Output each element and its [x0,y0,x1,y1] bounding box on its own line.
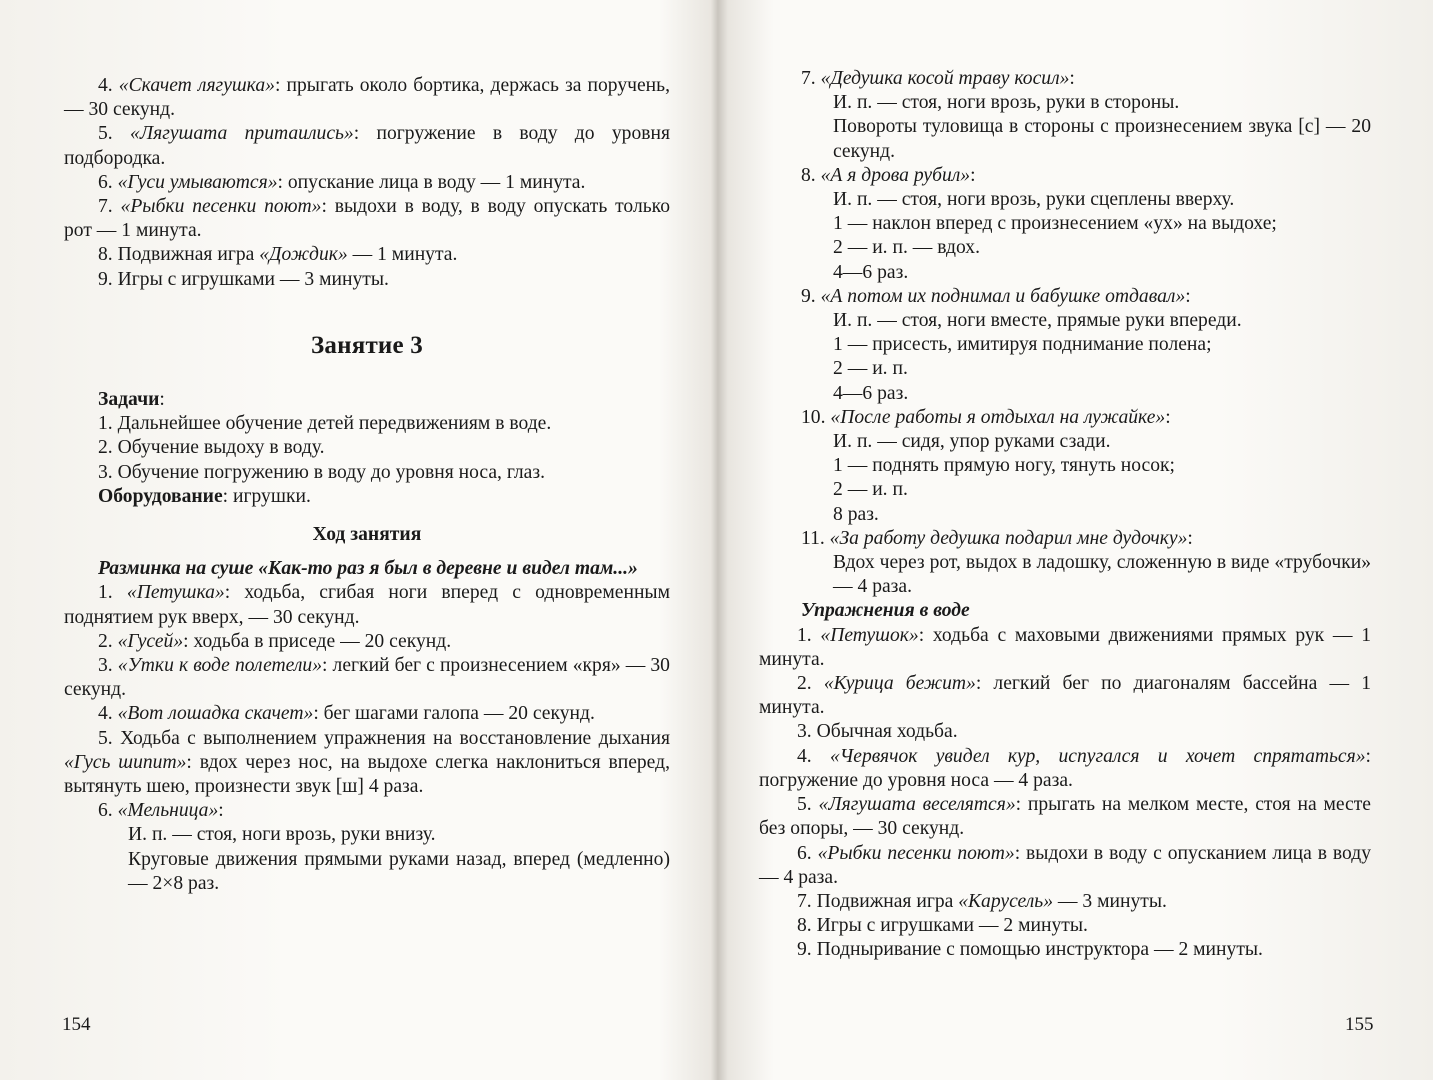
list-subline: 8 раз. [833,503,879,525]
list-subline: 4—6 раз. [833,261,909,283]
list-subline: 2 — и. п. [833,358,908,380]
list-item: 8. «А я дрова рубил»: [801,164,976,186]
tasks-heading: Задачи: [98,389,165,411]
list-item: 5. «Лягушата веселятся»: прыгать на мелком месте, стоя на месте без опоры, — 30 секунд. [759,794,1371,840]
list-subline: Повороты туловища в стороны с произнесением звука [с] — 20 секунд. [833,116,1371,162]
equipment-line: Оборудование: игрушки. [98,485,311,507]
lesson-title: Занятие 3 [311,331,423,359]
list-item: 3. «Утки к воде полетели»: легкий бег с произнесением «кря» — 30 секунд. [64,655,670,701]
list-subline: И. п. — стоя, ноги врозь, руки в стороны. [833,92,1180,114]
list-item: 7. «Рыбки песенки поют»: выдохи в воду, в воду опускать только рот — 1 минута. [64,196,670,242]
list-item: 1. «Петушок»: ходьба с маховыми движениями прямых рук — 1 минута. [759,624,1371,670]
list-subline: Круговые движения прямыми руками назад, вперед (медленно) — 2×8 раз. [128,848,670,894]
task-item: 2. Обучение выдоху в воду. [98,437,325,459]
list-item: 6. «Гуси умываются»: опускание лица в воду — 1 минута. [98,171,586,193]
water-heading: Упражнения в воде [801,600,970,622]
list-item: 9. «А потом их поднимал и бабушке отдавал»: [801,285,1191,307]
list-item: 8. Подвижная игра «Дождик» — 1 минута. [98,244,458,266]
list-item: 1. «Петушка»: ходьба, сгибая ноги вперед с одновременным поднятием рук вверх, — 30 секунд. [64,582,670,628]
list-subline: 1 — наклон вперед с произнесением «ух» на выдохе; [833,213,1277,235]
left-page [0,0,716,1080]
list-item: 6. «Мельница»: [98,800,224,822]
list-item: 4. «Червячок увидел кур, испугался и хочет спрятаться»: погружение до уровня носа — 4 раза. [759,745,1371,791]
list-item: 2. «Курица бежит»: легкий бег по диагоналям бассейна — 1 минута. [759,673,1372,719]
page-number: 154 [62,1014,91,1035]
list-subline: И. п. — сидя, упор руками сзади. [833,431,1111,453]
list-subline: И. п. — стоя, ноги врозь, руки внизу. [128,824,436,846]
warmup-heading: Разминка на суше «Как-то раз я был в деревне и видел там...» [98,558,638,580]
list-item: 7. «Дедушка косой траву косил»: [801,68,1075,89]
list-subline: 2 — и. п. — вдох. [833,237,980,259]
list-item: 5. Ходьба с выполнением упражнения на восстановление дыхания «Гусь шипит»: вдох через нос, на выдохе слегка наклониться вперед, вытянуть шею, произнести звук [ш] 4 раза. [64,727,670,798]
list-subline: И. п. — стоя, ноги вместе, прямые руки впереди. [833,310,1242,332]
list-item: 8. Игры с игрушками — 2 минуты. [797,915,1088,937]
list-item: 5. «Лягушата притаились»: погружение в воду до уровня подбородка. [64,123,671,169]
list-item: 2. «Гусей»: ходьба в приседе — 20 секунд. [98,630,452,652]
list-item: 3. Обычная ходьба. [797,721,958,743]
page-number: 155 [1345,1014,1374,1035]
right-page [717,0,1433,1080]
task-item: 1. Дальнейшее обучение детей передвижениям в воде. [98,413,552,435]
list-item: 10. «После работы я отдыхал на лужайке»: [801,406,1171,428]
list-item: 7. Подвижная игра «Карусель» — 3 минуты. [797,890,1167,912]
list-item: 9. Подныривание с помощью инструктора — 2 минуты. [797,939,1263,961]
left-page-content [64,74,670,896]
list-item: 4. «Скачет лягушка»: прыгать около бортика, держась за поручень, — 30 секунд. [64,75,670,121]
list-subline: 1 — присесть, имитируя поднимание полена; [833,334,1212,356]
list-subline: 4—6 раз. [833,382,909,404]
task-item: 3. Обучение погружению в воду до уровня носа, глаз. [98,461,545,483]
list-item: 11. «За работу дедушка подарил мне дудочку»: [801,527,1193,549]
list-item: 4. «Вот лошадка скачет»: бег шагами галопа — 20 секунд. [98,703,595,725]
list-subline: 2 — и. п. [833,479,908,501]
list-item: 6. «Рыбки песенки поют»: выдохи в воду с опусканием лица в воду — 4 раза. [759,842,1371,888]
course-heading: Ход занятия [312,524,422,546]
list-subline: И. п. — стоя, ноги врозь, руки сцеплены вверху. [833,189,1235,211]
list-subline: Вдох через рот, выдох в ладошку, сложенную в виде «трубочки» — 4 раза. [833,552,1371,598]
list-subline: 1 — поднять прямую ногу, тянуть носок; [833,455,1175,477]
list-item: 9. Игры с игрушками — 3 минуты. [98,268,389,290]
right-page-content [759,67,1371,963]
